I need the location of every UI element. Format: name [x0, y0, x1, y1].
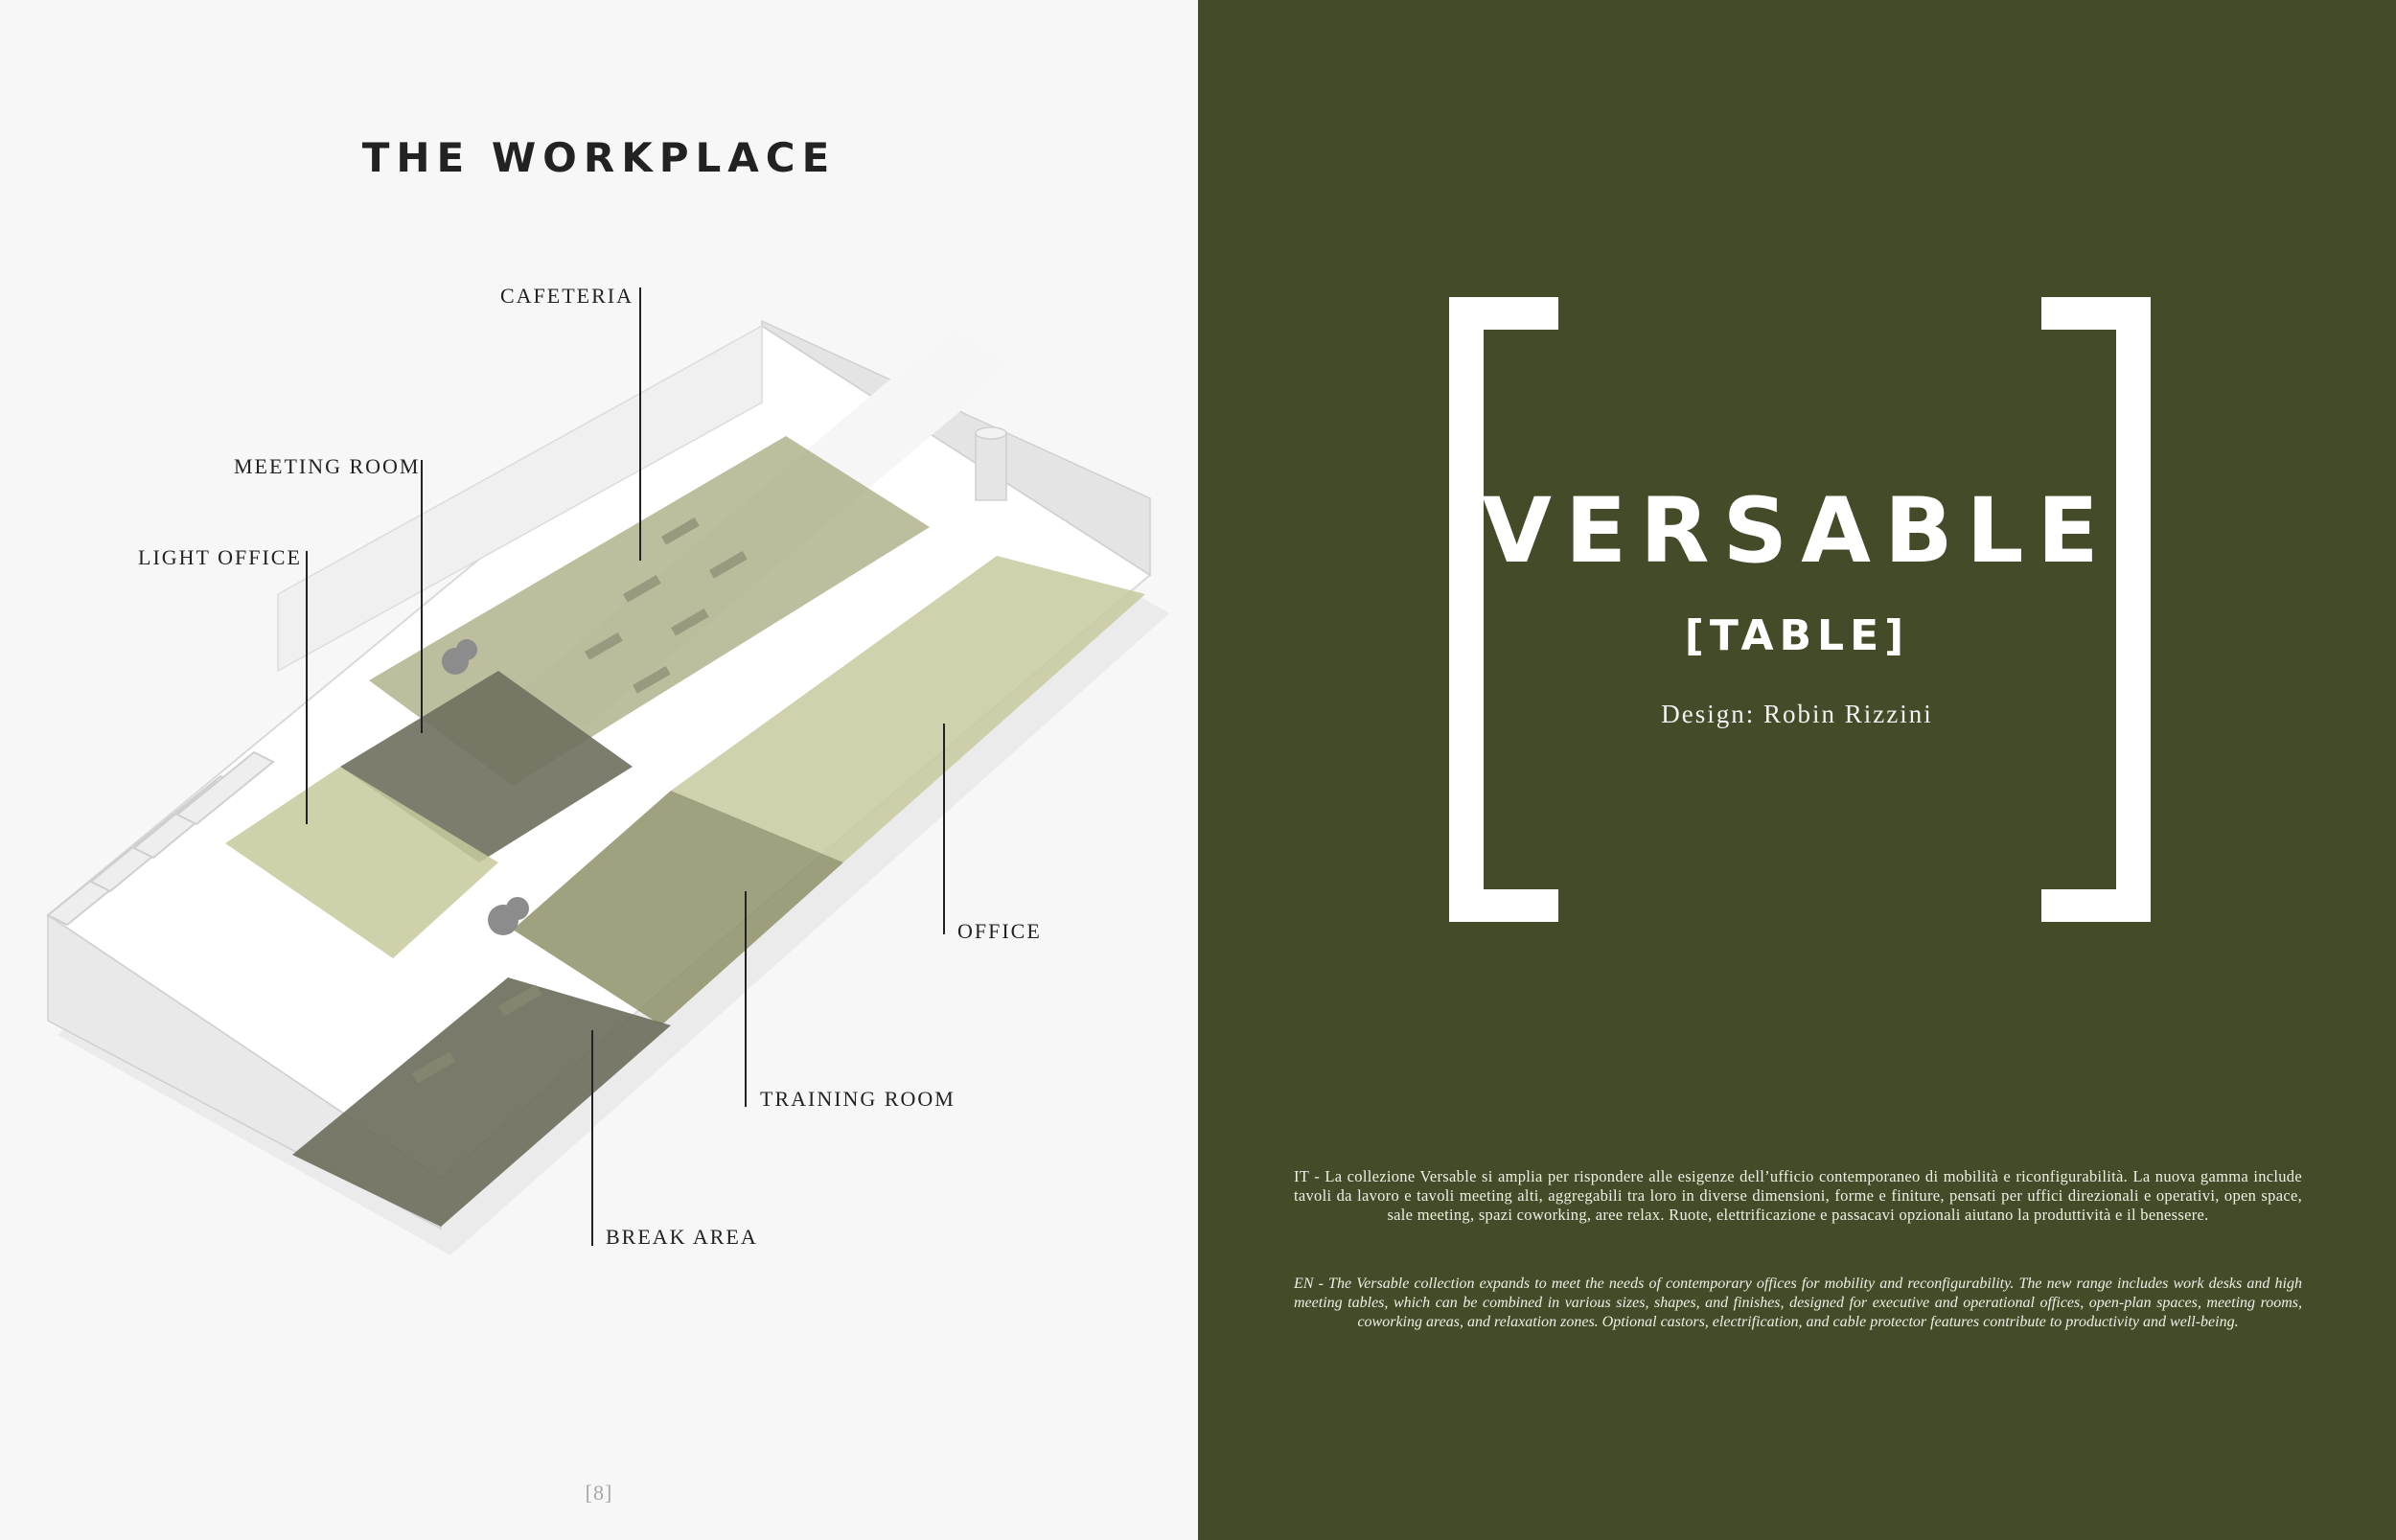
page-number: [8]	[585, 1481, 613, 1505]
label-office: OFFICE	[957, 919, 1042, 943]
left-bracket-graphic	[1449, 297, 1564, 922]
product-name: VERSABLE	[1482, 479, 2112, 584]
page-title: THE WORKPLACE	[361, 134, 837, 181]
product-type: [TABLE]	[1684, 611, 1910, 660]
designer-credit: Design: Robin Rizzini	[1661, 700, 1933, 728]
column	[976, 433, 1006, 500]
label-meeting-room: MEETING ROOM	[234, 454, 421, 478]
description-italian: IT - La collezione Versable si amplia per rispondere alle esigenze dell’ufficio contemporaneo di mobilità e riconfigurabilità. La nuova gamma include tavoli da lavoro e tavoli meeting alti, aggregabili tra loro in diverse dimensioni, forme e finiture, pensati per uffici direzionali e operativi, open space, sale meeting, spazi coworking, aree relax. Ruote, elettrificazione e passacavi opzionali aiutano la produttività e il benessere.	[1294, 1167, 2302, 1224]
right-bracket-graphic	[2036, 297, 2151, 922]
label-training-room: TRAINING ROOM	[760, 1087, 956, 1111]
label-cafeteria: CAFETERIA	[500, 284, 634, 308]
label-break-area: BREAK AREA	[606, 1225, 758, 1249]
label-light-office: LIGHT OFFICE	[138, 545, 302, 569]
description-english: EN - The Versable collection expands to meet the needs of contemporary offices for mobility and reconfigurability. The new range includes work desks and high meeting tables, which can be combined in various sizes, shapes, and finishes, designed for executive and operational offices, open-plan spaces, meeting rooms, coworking areas, and relaxation zones. Optional castors, electrification, and cable protector features contribute to productivity and well-being.	[1294, 1276, 2302, 1330]
right-page	[1198, 0, 2396, 1540]
